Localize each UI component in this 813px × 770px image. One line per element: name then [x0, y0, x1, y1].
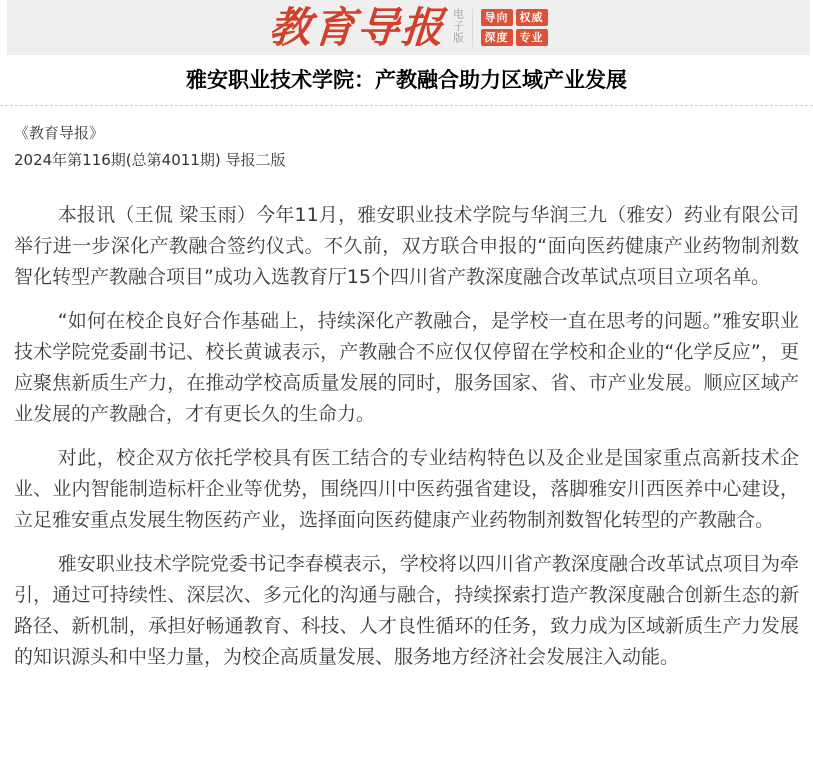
article-body	[0, 200, 813, 673]
page-title: 雅安职业技术学院：产教融合助力区域产业发展	[186, 68, 627, 92]
slogan-badge: 权威	[516, 9, 548, 26]
source-name: 《教育导报》	[14, 124, 105, 142]
source-block	[0, 120, 813, 174]
article-paragraph: 雅安职业技术学院党委书记李春模表示，学校将以四川省产教深度融合改革试点项目为牵引，通过可持续性、深层次、多元化的沟通与融合，持续探索打造产教深度融合创新生态的新路径、新机制，承担好畅通教育、科技、人才良性循环的任务，致力成为区域新质生产力发展的知识源头和中坚力量，为校企高质量发展、服务地方经济社会发展注入动能。	[14, 553, 799, 668]
logo-calligraphy-text: 教育导报	[267, 2, 448, 52]
article-paragraph: “如何在校企良好合作基础上，持续深化产教融合，是学校一直在思考的问题。”雅安职业技术学院党委副书记、校长黄诚表示，产教融合不应仅仅停留在学校和企业的“化学反应”，更应聚焦新质生产力，在推动学校高质量发展的同时，服务国家、省、市产业发展。顺应区域产业发展的产教融合，才有更长久的生命力。	[14, 310, 799, 425]
article-paragraph: 本报讯（王侃 梁玉雨）今年11月，雅安职业技术学院与华润三九（雅安）药业有限公司举行进一步深化产教融合签约仪式。不久前，双方联合申报的“面向医药健康产业药物制剂数智化转型产教融合项目”成功入选教育厅15个四川省产教深度融合改革试点项目立项名单。	[14, 204, 799, 288]
newspaper-logo[interactable]	[269, 4, 547, 52]
title-separator	[0, 105, 813, 106]
article-paragraph: 对此，校企双方依托学校具有医工结合的专业结构特色以及企业是国家重点高新技术企业、业内智能制造标杆企业等优势，围绕四川中医药强省建设，落脚雅安川西医养中心建设，立足雅安重点发展生物医药产业，选择面向医药健康产业药物制剂数智化转型的产教融合。	[14, 447, 799, 531]
slogan-badge: 深度	[481, 29, 513, 46]
slogan-badge: 专业	[516, 29, 548, 46]
edition-label: 电子版	[451, 7, 465, 44]
logo-divider	[472, 9, 473, 47]
slogan-badge-grid	[481, 9, 548, 46]
masthead	[7, 0, 810, 55]
issue-info: 2024年第116期(总第4011期) 导报二版	[14, 151, 286, 169]
slogan-badge: 导向	[481, 9, 513, 26]
